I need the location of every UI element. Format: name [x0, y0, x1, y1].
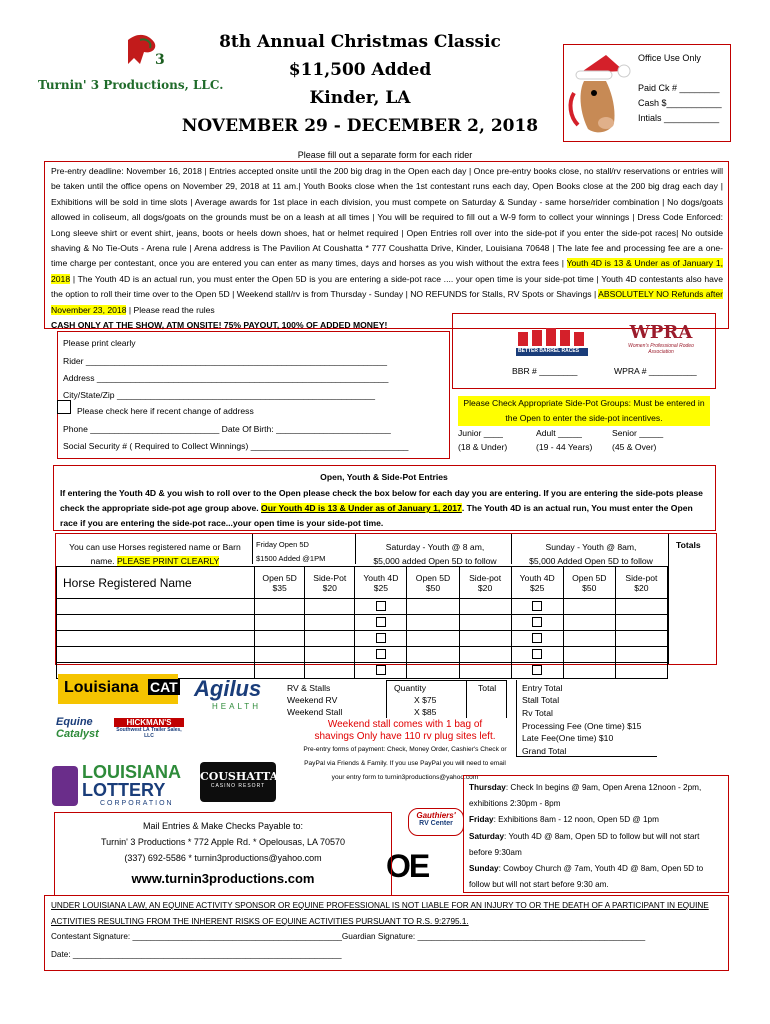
wpra-number-field[interactable]: WPRA # __________	[614, 366, 697, 376]
youth-rollover-checkbox[interactable]	[532, 601, 542, 611]
ssn-field[interactable]: Social Security # ( Required to Collect Winnings) _________________________________	[63, 441, 409, 451]
coushatta-logo: COUSHATTA CASINO RESORT	[200, 762, 276, 802]
col-header: Youth 4D	[363, 572, 399, 583]
friday-label: Friday	[469, 815, 494, 825]
city-state-zip-field[interactable]: City/State/Zip ______________________________________________________	[63, 390, 376, 400]
horses-note: You can use Horses registered name or Barn name. PLEASE PRINT CLEARLY	[69, 542, 241, 566]
entries-info-box	[53, 465, 716, 531]
cash-only-note: CASH ONLY AT THE SHOW, ATM ONSITE! 75% PAYOUT, 100% OF ADDED MONEY!	[51, 320, 388, 331]
equine-catalyst-logo: Equine Catalyst	[56, 716, 99, 740]
youth-rollover-checkbox[interactable]	[376, 649, 386, 659]
late-fee-label: Late Fee(One time) $10	[522, 733, 614, 743]
entries-title: Open, Youth & Side-Pot Entries	[320, 472, 448, 482]
mail-line-2: Turnin' 3 Productions * 772 Apple Rd. * Opelousas, LA 70570	[100, 837, 346, 847]
louisiana-lottery-logo: LOUISIANA LOTTERY CORPORATION	[52, 762, 192, 810]
youth-2017-highlight: Our Youth 4D is 13 & Under as of January 1, 2017	[261, 503, 462, 513]
grand-total-label: Grand Total	[522, 746, 567, 756]
totals-header: Totals	[676, 540, 701, 550]
processing-fee-label: Processing Fee (One time) $15	[522, 721, 642, 731]
youth-age-highlight: Youth 4D is 13 & Under as of January 1, 2018	[51, 258, 724, 284]
payment-forms-note: Pre-entry forms of payment: Check, Money Order, Cashier's Check or PayPal via Friends & Family. If you use PayPal you will need to email your entry form to turnin3productions@yahoo.com	[303, 746, 507, 781]
mail-line-1: Mail Entries & Make Checks Payable to:	[142, 821, 304, 831]
table-row	[57, 615, 668, 631]
col-header: Open 5D	[572, 572, 607, 583]
youth-rollover-checkbox[interactable]	[376, 601, 386, 611]
rules-box	[44, 161, 729, 329]
weekend-stall-label: Weekend Stall	[287, 707, 343, 717]
mail-line-3: (337) 692-5586 * turnin3productions@yahoo.com	[124, 853, 322, 863]
total-header: Total	[478, 683, 497, 693]
saturday-label: Saturday	[469, 831, 505, 841]
quantity-header: Quantity	[394, 683, 427, 693]
table-row	[57, 599, 668, 615]
bbr-number-field[interactable]: BBR # ________	[512, 366, 578, 376]
col-header: Side-pot	[625, 572, 658, 583]
youth-rollover-checkbox[interactable]	[376, 633, 386, 643]
change-address-checkbox[interactable]	[57, 400, 71, 414]
youth-rollover-checkbox[interactable]	[532, 665, 542, 675]
youth-rollover-checkbox[interactable]	[376, 617, 386, 627]
phone-dob-field[interactable]: Phone ___________________________ Date Of Birth: ________________________	[63, 424, 391, 434]
senior-age: (45 & Over)	[612, 442, 657, 452]
horse-name-header: Horse Registered Name	[57, 567, 255, 599]
horse-name-cell[interactable]	[57, 631, 255, 647]
youth-rollover-checkbox[interactable]	[532, 633, 542, 643]
santa-horse-icon	[566, 53, 632, 137]
friday-header: Friday Open 5D $1500 Added @1PM	[256, 540, 326, 563]
col-header: Open 5D	[262, 572, 297, 583]
col-header: Youth 4D	[519, 572, 555, 583]
rv-total-label: Rv Total	[522, 708, 553, 718]
liability-notice: UNDER LOUISIANA LAW, AN EQUINE ACTIVITY SPONSOR OR EQUINE PROFESSIONAL IS NOT LIABLE FOR AN INJURY TO OR THE DEATH OF A PARTICIPANT IN EQUINE ACTIVITIES RESULTING FROM THE INHERENT RISKS OF EQUINE ACTIVITIES PURSUANT TO R.S. 9:2795.1.	[51, 901, 709, 926]
sunday-header: Sunday - Youth @ 8am, $5,000 Added Open 5D to follow	[529, 542, 653, 566]
gauthiers-logo: Gauthiers' RV Center	[408, 808, 464, 836]
thursday-label: Thursday	[469, 783, 506, 792]
event-title: 8th Annual Christmas Classic	[219, 32, 501, 52]
mail-box	[54, 812, 392, 896]
adult-age: (19 - 44 Years)	[536, 442, 593, 452]
change-address-label: Please check here if recent change of address	[77, 406, 254, 416]
youth-rollover-checkbox[interactable]	[532, 617, 542, 627]
senior-field[interactable]: Senior _____	[612, 428, 664, 438]
hickmans-logo: HICKMAN'S Southwest LA Trailer Sales, LLC	[114, 718, 184, 748]
added-money: $11,500 Added	[288, 60, 432, 80]
rules-text: Pre-entry deadline: November 16, 2018 | Entries accepted onsite until the 200 big drag in the Open each day | Once pre-entry books close, no stall/rv reservations or entries will be taken until the office opens on November 29, 2018 at 11 am.| Youth Books close when the 1st contestant runs each day, Open Books close at the 200 big drag each day | Exhibitions will be sold in time slots | Average awards for 1st place in each division, you must compete on Saturday & Sunday - same horse/rider combination | No dogs/goats allowed in coliseum, all dogs/goats on the grounds must be on a leash at all times | You will be required to fill out a W-9 form to collect your winnings | Dress Code Enforced: Long sleeve shirt or event shirt, jeans, boots or heels down shoes, hat or helmet required | Open Entries roll over into the side-pot if you enter the side-pot races| No outside shaving & No Tie-Outs - Arena rule | Arena address is The Pavilion At Coushatta * 777 Coushatta Drive, Kinder, Louisiana 70648 | The late fee and processing fee are a one-time charge per contestant, once you are entered you can enter as many times, days and horses as you wish without the extra fees | Youth 4D is 13 & Under as of January 1, 2018 | The Youth 4D is an actual run, you must enter the Open 5D is you are entering a side-pot race .... your open time is your side-pot time | Youth 4D contestants also have the option to roll their time over to the Open 5D | Weekend stall/rv is from Thursday - Sunday | NO REFUNDS for Stalls, RV Spots or Shavings | ABSOLUTELY NO Refunds after November 23, 2018 | Please read the rules CASH ONLY AT THE SHOW, ATM ONSITE! 75% PAYOUT, 100% OF ADDED MONEY!	[51, 166, 724, 331]
table-row	[57, 631, 668, 647]
rv-price: X $75	[414, 695, 437, 705]
initials-field[interactable]: Intials ___________	[638, 113, 720, 123]
website-link[interactable]: www.turnin3productions.com	[131, 871, 315, 886]
office-use-box	[563, 44, 731, 142]
col-header: Side-pot	[469, 572, 502, 583]
junior-field[interactable]: Junior ____	[458, 428, 503, 438]
print-clearly-label: Please print clearly	[63, 338, 136, 348]
sidepot-groups-note: Please Check Appropriate Side-Pot Groups: Must be entered in the Open to enter the side-pot incentives.	[458, 396, 710, 426]
svg-text:3: 3	[155, 52, 165, 68]
stall-total-label: Stall Total	[522, 695, 560, 705]
ode-logo: OE	[386, 848, 429, 884]
agilus-logo: Agilus HEALTH	[194, 676, 262, 711]
office-use-title: Office Use Only	[638, 53, 701, 63]
shavings-note: Weekend stall comes with 1 bag of shavings Only have 110 rv plug sites left.	[314, 719, 496, 742]
col-header: Side-Pot	[313, 572, 347, 583]
horse-name-cell[interactable]	[57, 647, 255, 663]
entries-text: If entering the Youth 4D & you wish to roll over to the Open please check the box below for each day you are entering. If you are entering the side-pots please check the appropriate side-pot age group above. Our Youth 4D is 13 & Under as of January 1, 2017. The Youth 4D is an actual run, You must enter the Open race if you are entering the side-pot race...your open time is your side-pot time.	[60, 488, 703, 528]
col-header: Open 5D	[415, 572, 451, 583]
signature-fields[interactable]: Contestant Signature: ______________________________________________Guardian Signature: __________________________________________________	[51, 932, 646, 941]
refund-highlight: ABSOLUTELY NO Refunds after November 23, 2018	[51, 289, 723, 315]
rider-field[interactable]: Rider _______________________________________________________________	[63, 356, 388, 366]
schedule-box	[463, 775, 729, 893]
address-field[interactable]: Address _____________________________________________________________	[63, 373, 389, 383]
paid-check-field[interactable]: Paid Ck # ________	[638, 83, 720, 93]
company-name: Turnin' 3 Productions, LLC.	[38, 78, 224, 92]
bbr-logo: BETTER BARREL RACES	[512, 326, 598, 362]
entry-total-label: Entry Total	[522, 683, 563, 693]
horse-name-cell[interactable]	[57, 599, 255, 615]
junior-age: (18 & Under)	[458, 442, 508, 452]
entries-table: Horse Registered Name Open 5D $35 Side-Pot $20 Youth 4D $25 Open 5D $50 Side-pot $20 Youth 4D $25 Open 5D $50 Side-pot $20	[56, 566, 668, 679]
separate-form-note: Please fill out a separate form for each rider	[297, 150, 473, 160]
sunday-label: Sunday	[469, 864, 499, 874]
horse-name-cell[interactable]	[57, 615, 255, 631]
event-location: Kinder, LA	[309, 88, 411, 108]
schedule-text: Thursday: Check In begins @ 9am, Open Arena 12noon - 2pm, exhibitions 2:30pm - 8pm Friday: Exhibitions 8am - 12 noon, Open 5D @ 1pm Saturday: Youth 4D @ 8am, Open 5D to follow but will not start before 9:30am Sunday: Cowboy Church @ 7am, Youth 4D @ 8am, Open 5D to follow but will not start before 9:30 am.	[469, 783, 704, 890]
event-dates: NOVEMBER 29 - DECEMBER 2, 2018	[181, 116, 539, 136]
wpra-logo: WPRA Women's Professional Rodeo Association	[628, 322, 694, 355]
youth-rollover-checkbox[interactable]	[532, 649, 542, 659]
louisiana-cat-logo: Louisiana CAT	[58, 674, 178, 704]
adult-field[interactable]: Adult _____	[536, 428, 582, 438]
saturday-header: Saturday - Youth @ 8 am, $5,000 added Open 5D to follow	[373, 542, 497, 566]
table-row	[57, 647, 668, 663]
weekend-rv-label: Weekend RV	[287, 695, 338, 705]
cash-field[interactable]: Cash $___________	[638, 98, 722, 108]
rv-stalls-header: RV & Stalls	[287, 683, 331, 693]
youth-rollover-checkbox[interactable]	[376, 665, 386, 675]
signature-box	[44, 895, 729, 971]
date-field[interactable]: Date: ___________________________________________________________	[51, 950, 342, 959]
stall-price: X $85	[414, 707, 437, 717]
